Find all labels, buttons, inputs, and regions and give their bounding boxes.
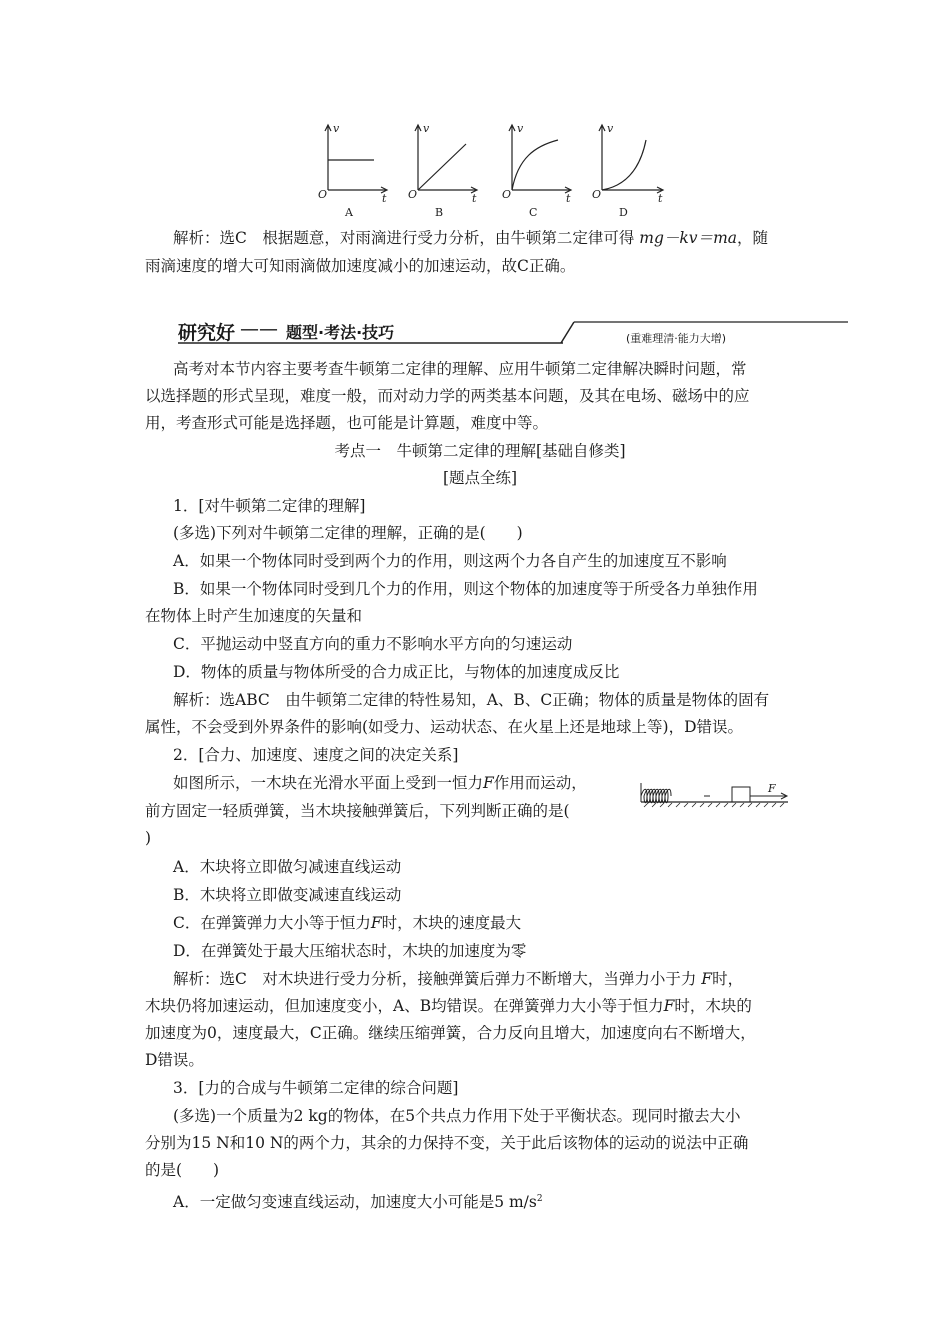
section-subheading: [题点全练]	[442, 469, 518, 487]
q1-title: 1．[对牛顿第二定律的理解]	[173, 497, 366, 515]
analysis0-line2: 雨滴速度的增大可知雨滴做加速度减小的加速运动，故C正确。	[145, 257, 576, 275]
q3-stem-line3: 的是( )	[145, 1161, 220, 1179]
q2-stem-line3: )	[145, 829, 152, 847]
q1-option-b-line1: B．如果一个物体同时受到几个力的作用，则这个物体的加速度等于所受各力单独作用	[173, 580, 758, 598]
graph-b-curve	[418, 144, 466, 190]
q3-stem-line1: (多选)一个质量为2 kg的物体，在5个共点力作用下处于平衡状态。现同时撤去大小	[173, 1107, 741, 1125]
section-banner	[178, 318, 848, 346]
wooden-block	[732, 787, 750, 802]
q1-option-d: D．物体的质量与物体所受的合力成正比，与物体的加速度成反比	[173, 663, 620, 681]
intro-line1: 高考对本节内容主要考查牛顿第二定律的理解、应用牛顿第二定律解决瞬时问题，常	[173, 360, 747, 378]
spring	[641, 789, 671, 803]
graph-d-t: t	[658, 192, 663, 205]
q2-analysis-line2: 木块仍将加速运动，但加速度变小，A、B均错误。在弹簧弹力大小等于恒力F时，木块的	[145, 997, 752, 1015]
banner-note: (重难理清·能力大增)	[626, 332, 727, 345]
banner-title: 研究好	[178, 322, 236, 344]
graph-label-c: C	[529, 206, 538, 219]
q1-option-c: C．平抛运动中竖直方向的重力不影响水平方向的匀速运动	[173, 635, 573, 653]
graph-c-origin: O	[502, 188, 512, 201]
graph-a-origin: O	[318, 188, 328, 201]
q2-option-a: A．木块将立即做匀减速直线运动	[173, 858, 402, 876]
q2-option-b: B．木块将立即做变减速直线运动	[173, 886, 402, 904]
q2-title: 2．[合力、加速度、速度之间的决定关系]	[173, 746, 459, 764]
banner-dash: ——	[240, 318, 278, 340]
vt-graphs-figure	[300, 118, 680, 222]
graph-c-t: t	[566, 192, 571, 205]
q1-option-a: A．如果一个物体同时受到两个力的作用，则这两个力各自产生的加速度互不影响	[173, 552, 727, 570]
intro-line3: 用，考查形式可能是选择题，也可能是计算题，难度中等。	[145, 414, 549, 432]
intro-line2: 以选择题的形式呈现，难度一般，而对动力学的两类基本问题，及其在电场、磁场中的应	[145, 387, 750, 405]
graph-d-curve	[602, 140, 646, 190]
q2-stem-line2: 前方固定一轻质弹簧，当木块接触弹簧后，下列判断正确的是(	[145, 802, 570, 820]
banner-rule	[178, 318, 848, 346]
graph-b-origin: O	[408, 188, 418, 201]
q2-stem-line1: 如图所示，一木块在光滑水平面上受到一恒力F作用而运动，	[173, 774, 587, 792]
graph-label-d: D	[619, 206, 628, 219]
q2-analysis-line1: 解析：选C 对木块进行受力分析，接触弹簧后弹力不断增大，当弹力小于力 F时，	[173, 970, 744, 988]
q2-analysis-line4: D错误。	[145, 1051, 204, 1069]
graph-label-b: B	[435, 206, 444, 219]
graph-d-v: v	[607, 122, 614, 135]
spring-block-figure	[636, 780, 792, 810]
graph-b-v: v	[423, 122, 430, 135]
formula: mg－kv＝ma	[639, 229, 738, 247]
analysis0-line1: 解析：选C 根据题意，对雨滴进行受力分析，由牛顿第二定律可得 mg－kv＝ma，随	[173, 229, 769, 247]
q1-stem: (多选)下列对牛顿第二定律的理解，正确的是( )	[173, 524, 523, 542]
graph-c-v: v	[517, 122, 524, 135]
graph-b-t: t	[472, 192, 477, 205]
figure-force-label: F	[768, 782, 776, 795]
graph-d-origin: O	[592, 188, 602, 201]
q3-stem-line2: 分别为15 N和10 N的两个力，其余的力保持不变，关于此后该物体的运动的说法中正确	[145, 1134, 749, 1152]
q3-title: 3．[力的合成与牛顿第二定律的综合问题]	[173, 1079, 459, 1097]
graph-c-curve	[512, 140, 558, 190]
banner-subtitle: 题型·考法·技巧	[286, 323, 395, 342]
section-heading: 考点一 牛顿第二定律的理解[基础自修类]	[334, 442, 626, 460]
q1-option-b-line2: 在物体上时产生加速度的矢量和	[145, 607, 363, 625]
graph-a-t: t	[382, 192, 387, 205]
q2-option-c: C．在弹簧弹力大小等于恒力F时，木块的速度最大	[173, 914, 522, 932]
q3-option-a: A．一定做匀变速直线运动，加速度大小可能是5 $m/s^2$	[173, 1193, 543, 1212]
q1-analysis-line1: 解析：选ABC 由牛顿第二定律的特性易知，A、B、C正确；物体的质量是物体的固有	[173, 691, 770, 709]
graph-label-a: A	[345, 206, 353, 219]
graph-a-v: v	[333, 122, 340, 135]
q2-analysis-line3: 加速度为0，速度最大，C正确。继续压缩弹簧，合力反向且增大，加速度向右不断增大，	[145, 1024, 756, 1042]
q1-analysis-line2: 属性，不会受到外界条件的影响(如受力、运动状态、在火星上还是地球上等)，D错误。	[145, 718, 744, 736]
q2-option-d: D．在弹簧处于最大压缩状态时，木块的加速度为零	[173, 942, 527, 960]
